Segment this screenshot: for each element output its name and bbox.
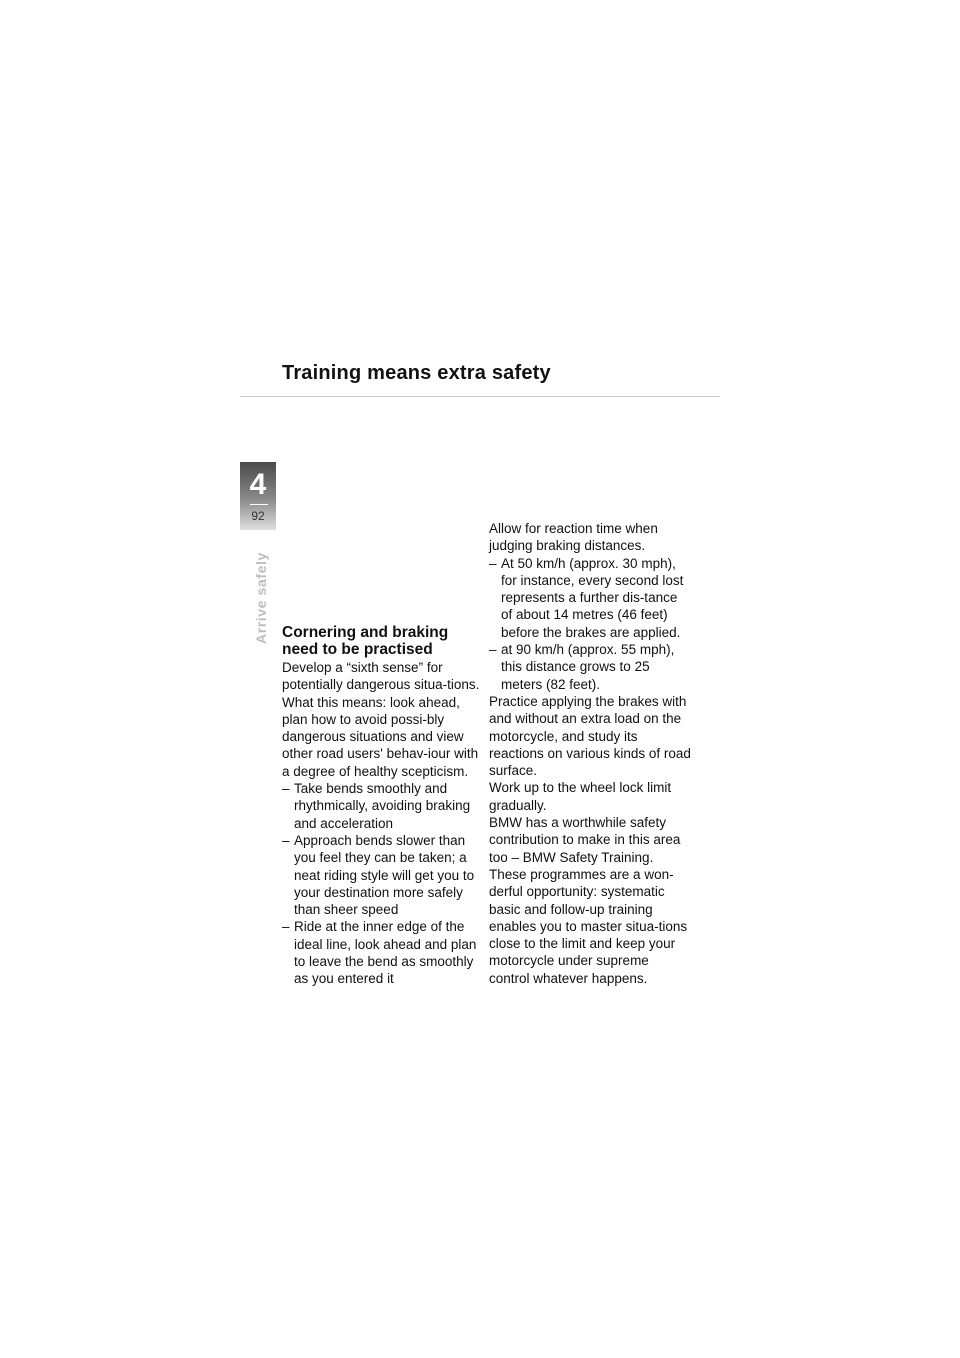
- section-heading-line-1: Cornering and braking: [282, 624, 449, 641]
- braking-distance-list: [489, 555, 691, 693]
- right-column: [489, 520, 691, 987]
- bullet-dash: –: [282, 919, 290, 935]
- chapter-divider: [250, 504, 268, 505]
- cornering-tips-list: [282, 780, 484, 988]
- list-item-text: At 50 km/h (approx. 30 mph), for instance, every second lost represents a further dis-tance of about 14 metres (46 feet) before the brakes are applied.: [501, 555, 684, 640]
- list-item-text: at 90 km/h (approx. 55 mph), this distance grows to 25 meters (82 feet).: [501, 642, 675, 692]
- wheel-lock-paragraph: Work up to the wheel lock limit gradually.: [489, 780, 672, 813]
- bullet-dash: –: [489, 555, 497, 571]
- section-heading-line-2: need to be practised: [282, 641, 433, 658]
- brake-practice-paragraph: Practice applying the brakes with and without an extra load on the motorcycle, and study its reactions on various kinds of road surface.: [489, 693, 691, 779]
- list-item: [489, 555, 691, 641]
- bullet-dash: –: [282, 781, 290, 797]
- chapter-tab: [240, 462, 276, 530]
- left-column: [282, 624, 484, 988]
- left-intro-paragraph: Develop a “sixth sense” for potentially dangerous situa-tions. What this means: look ahead, plan how to avoid possi-bly dangerous situations and view other road users' behav-iour with a degree of healthy scepticism.: [282, 660, 480, 779]
- chapter-number: 4: [249, 468, 267, 501]
- section-heading: [282, 624, 484, 658]
- page-number: 92: [251, 509, 265, 523]
- bullet-dash: –: [282, 832, 290, 848]
- right-intro-paragraph: Allow for reaction time when judging braking distances.: [489, 521, 658, 554]
- bullet-dash: –: [489, 642, 497, 658]
- list-item: [282, 918, 484, 987]
- section-side-label: Arrive safely: [253, 552, 269, 644]
- list-item-text: Ride at the inner edge of the ideal line, look ahead and plan to leave the bend as smoothly as you entered it: [294, 919, 477, 987]
- list-item-text: Take bends smoothly and rhythmically, avoiding braking and acceleration: [294, 781, 471, 831]
- list-item: [282, 780, 484, 832]
- list-item: [489, 641, 691, 693]
- header-divider: [240, 396, 720, 397]
- list-item-text: Approach bends slower than you feel they can be taken; a neat riding style will get you to your destination more safely than sheer speed: [294, 832, 475, 918]
- list-item: [282, 832, 484, 918]
- safety-training-paragraph: BMW has a worthwhile safety contribution to make in this area too – BMW Safety Training. These programmes are a won-derful opportunity: systematic basic and follow-up training enables you to master situa-tions close to the limit and keep your motorcycle under supreme control whatever happens.: [489, 815, 688, 986]
- page-title: Training means extra safety: [282, 362, 551, 384]
